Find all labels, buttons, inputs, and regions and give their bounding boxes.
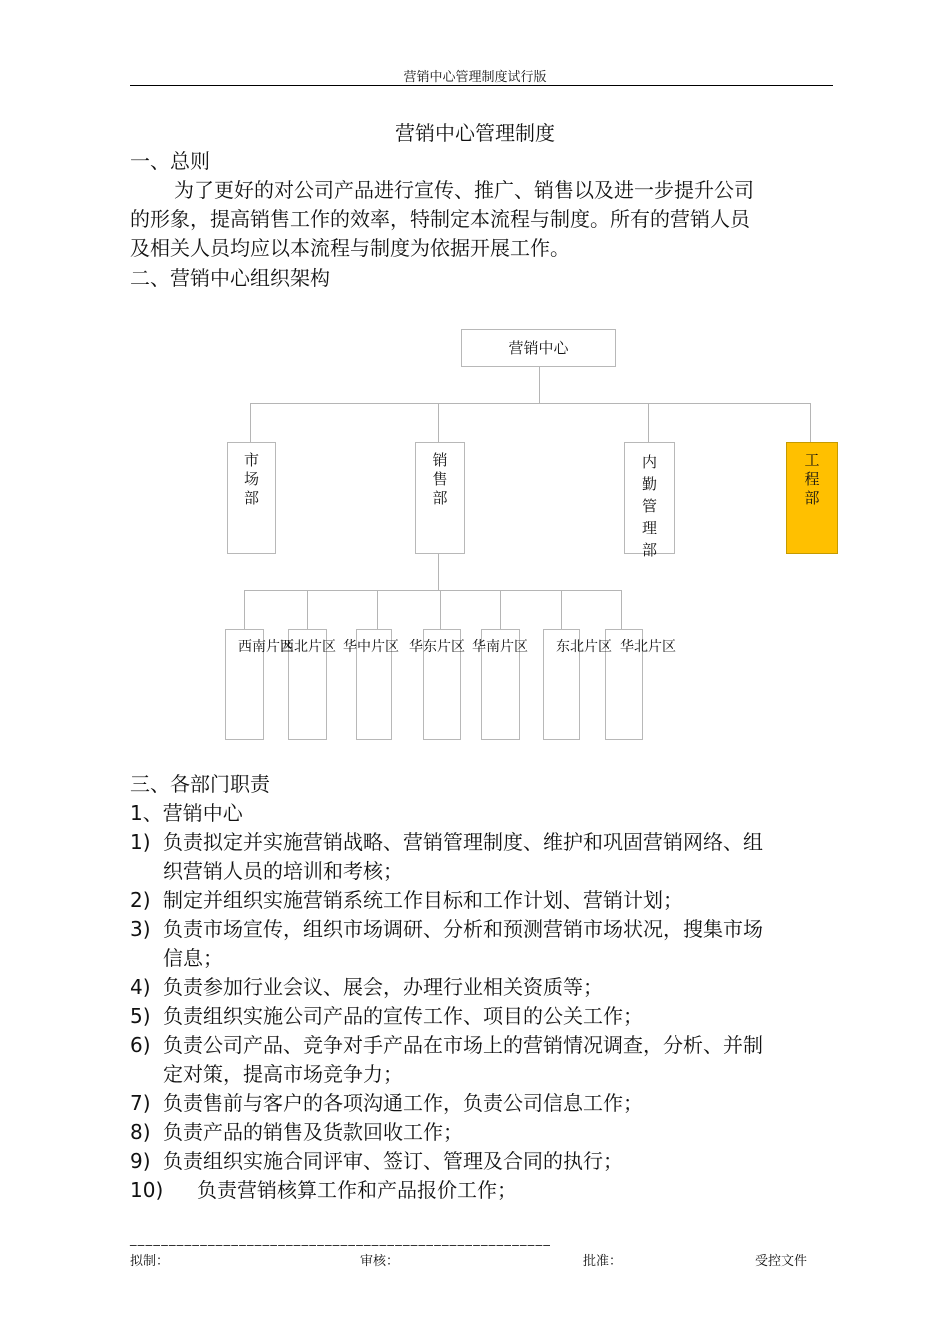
list-item-line: 负责参加行业会议、展会，办理行业相关资质等； — [163, 975, 603, 999]
list-item-line: 定对策，提高市场竞争力； — [163, 1062, 403, 1086]
dept-sales-char: 销 — [432, 451, 448, 469]
list-item — [130, 973, 842, 1002]
dept-label-engineering — [787, 443, 837, 508]
connector-region-4 — [440, 590, 441, 630]
list-item — [130, 828, 842, 886]
dept-sales-char: 售 — [432, 470, 448, 488]
connector-to-market — [250, 403, 251, 443]
document-title: 营销中心管理制度 — [395, 121, 555, 145]
list-item-text — [163, 1031, 842, 1089]
org-root-box — [461, 329, 616, 367]
list-item-line: 负责市场宣传，组织市场调研、分析和预测营销市场状况，搜集市场 — [163, 917, 763, 941]
connector-region-3 — [377, 590, 378, 630]
region-label-northwest: 西北片区 — [280, 639, 336, 655]
connector-to-engineering — [810, 403, 811, 443]
dept-box-admin — [624, 442, 675, 559]
dept-admin-char: 内 — [641, 453, 657, 471]
section-heading-duties: 三、各部门职责 — [130, 772, 270, 796]
dept-label-sales — [416, 443, 464, 508]
list-item-text — [163, 1089, 842, 1118]
dept-box-market — [227, 442, 276, 554]
list-item-text — [163, 1147, 842, 1176]
section-heading-org: 二、营销中心组织架构 — [130, 266, 330, 290]
list-item-line: 负责公司产品、竞争对手产品在市场上的营销情况调查，分析、并制 — [163, 1033, 763, 1057]
connector-region-5 — [500, 590, 501, 630]
list-item — [130, 1118, 842, 1147]
footer-controlled: 受控文件 — [755, 1254, 808, 1269]
dept-engineering-char: 部 — [804, 489, 820, 507]
list-item-number: 8) — [130, 1120, 151, 1144]
footer-approved: 批准： — [583, 1254, 623, 1269]
general-line-2: 的形象，提高销售工作的效率，特制定本流程与制度。所有的营销人员 — [130, 207, 750, 231]
footer-reviewed: 审核： — [360, 1254, 400, 1269]
general-paragraph — [130, 176, 842, 263]
connector-root-down — [539, 366, 540, 404]
list-item-line: 负责组织实施合同评审、签订、管理及合同的执行； — [163, 1149, 623, 1173]
list-item-number: 9) — [130, 1149, 151, 1173]
dept-label-admin — [625, 443, 674, 561]
list-item — [130, 1176, 842, 1205]
subheading-marketing-center: 1、营销中心 — [130, 801, 243, 825]
region-label-southwest: 西南片区 — [238, 639, 294, 655]
dept-admin-char: 勤 — [641, 475, 657, 493]
region-label-northeast: 东北片区 — [556, 639, 612, 655]
dept-engineering-char: 程 — [804, 470, 820, 488]
list-item-text — [163, 886, 842, 915]
connector-region-6 — [561, 590, 562, 630]
list-item-line: 负责拟定并实施营销战略、营销管理制度、维护和巩固营销网络、组 — [163, 830, 763, 854]
connector-region-bus — [244, 590, 621, 591]
list-item-number: 7) — [130, 1091, 151, 1115]
connector-to-sales — [438, 403, 439, 443]
dept-admin-char: 理 — [641, 519, 657, 537]
footer-dashed-rule: ______________________________________________________ — [130, 1232, 552, 1247]
list-item-number: 6) — [130, 1033, 151, 1057]
dept-market-char: 部 — [243, 489, 259, 507]
list-item — [130, 886, 842, 915]
dept-box-engineering — [786, 442, 838, 554]
header-rule — [130, 85, 833, 86]
list-item-number: 4) — [130, 975, 151, 999]
list-item-text — [163, 973, 842, 1002]
list-item-text — [197, 1176, 842, 1205]
dept-label-market — [228, 443, 275, 508]
list-item — [130, 915, 842, 973]
dept-market-char: 市 — [243, 451, 259, 469]
dept-admin-char: 部 — [641, 541, 657, 559]
list-item-text — [163, 1118, 842, 1147]
connector-region-7 — [621, 590, 622, 630]
running-header: 营销中心管理制度试行版 — [403, 70, 547, 85]
org-root-label: 营销中心 — [508, 339, 569, 357]
duties-list — [130, 828, 842, 1205]
section-heading-general: 一、总则 — [130, 149, 210, 173]
list-item-line: 负责产品的销售及货款回收工作； — [163, 1120, 463, 1144]
list-item-line: 负责营销核算工作和产品报价工作； — [197, 1178, 517, 1202]
connector-dept-bus — [250, 403, 811, 404]
dept-sales-char: 部 — [432, 489, 448, 507]
list-item-text — [163, 828, 842, 886]
region-label-east: 华东片区 — [409, 639, 465, 655]
general-line-3: 及相关人员均应以本流程与制度为依据开展工作。 — [130, 236, 570, 260]
list-item-number: 1) — [130, 830, 151, 854]
list-item-number: 3) — [130, 917, 151, 941]
connector-region-1 — [244, 590, 245, 630]
dept-engineering-char: 工 — [804, 451, 820, 469]
connector-sales-down — [438, 553, 439, 591]
list-item-text — [163, 915, 842, 973]
dept-market-char: 场 — [243, 470, 259, 488]
list-item-line: 制定并组织实施营销系统工作目标和工作计划、营销计划； — [163, 888, 683, 912]
list-item-number: 2) — [130, 888, 151, 912]
region-label-north: 华北片区 — [620, 639, 676, 655]
list-item-text — [163, 1002, 842, 1031]
list-item-line: 织营销人员的培训和考核； — [163, 859, 403, 883]
list-item-line: 信息； — [163, 946, 223, 970]
connector-to-admin — [648, 403, 649, 443]
list-item-line: 负责组织实施公司产品的宣传工作、项目的公关工作； — [163, 1004, 643, 1028]
footer-drafted: 拟制： — [130, 1254, 170, 1269]
connector-region-2 — [307, 590, 308, 630]
region-label-central: 华中片区 — [343, 639, 399, 655]
list-item-number: 5) — [130, 1004, 151, 1028]
general-line-1: 为了更好的对公司产品进行宣传、推广、销售以及进一步提升公司 — [174, 178, 754, 202]
dept-box-sales — [415, 442, 465, 554]
list-item-number: 10) — [130, 1178, 164, 1202]
list-item — [130, 1002, 842, 1031]
list-item — [130, 1031, 842, 1089]
region-label-south: 华南片区 — [472, 639, 528, 655]
dept-admin-char: 管 — [641, 497, 657, 515]
list-item — [130, 1147, 842, 1176]
list-item-line: 负责售前与客户的各项沟通工作，负责公司信息工作； — [163, 1091, 643, 1115]
list-item — [130, 1089, 842, 1118]
